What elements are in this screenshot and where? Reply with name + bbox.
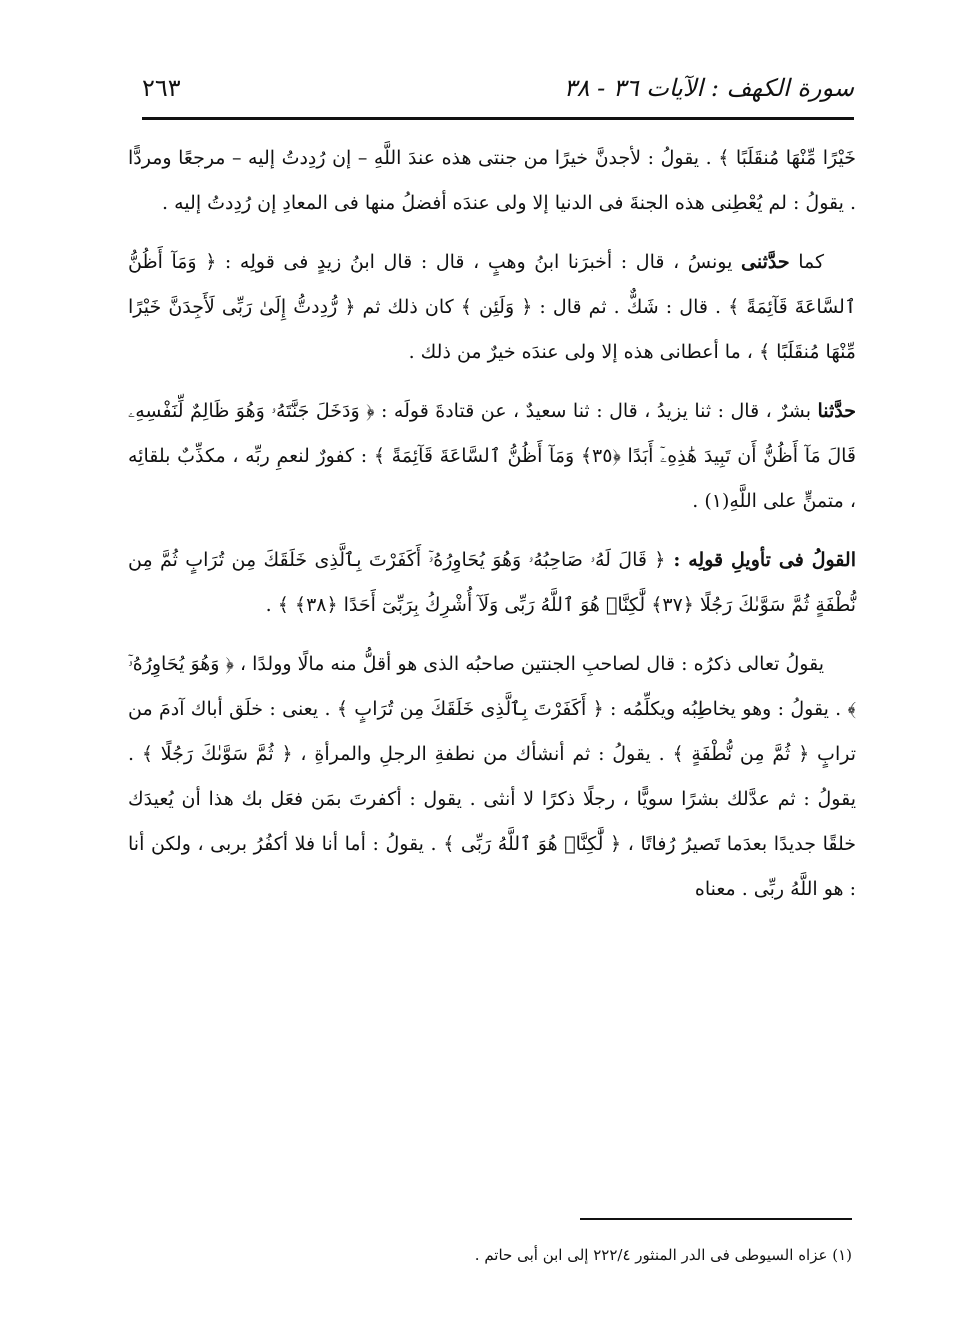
page-number: ٢٦٣ — [142, 74, 181, 102]
text-segment: . يقولُ : وهو يخاطِبُه ويكلِّمُه : — [603, 698, 848, 720]
text-segment: . يقولُ : ثم أنشأك من نطفةِ الرجلِ والمرأةِ ، — [292, 743, 673, 765]
text-segment: . — [265, 594, 278, 616]
text-segment: . قال : شَكٌّ . ثم قال : — [532, 296, 729, 318]
quran-verse: خَيْرًا مِّنْهَا مُنقَلَبًا ﴾ — [718, 147, 856, 169]
paragraph — [128, 240, 856, 375]
footnote-divider — [580, 1218, 852, 1220]
text-segment: : كفورٌ لنعمِ ربِّه ، مكذِّبٌ بلقائِه ، متمنٍّ على اللَّهِ — [128, 445, 856, 512]
paragraph — [128, 389, 856, 524]
text-segment: كما — [789, 251, 825, 273]
page-body — [128, 136, 856, 926]
text-segment: بشرٌ ، قال : ثنا يزيدُ ، قال : ثنا سعيدٌ ، عن قتادةَ قولَه : — [374, 400, 818, 422]
emphasis-text: حدَّثنا — [817, 400, 856, 422]
header-divider — [142, 117, 854, 120]
quran-verse: ﴿ أَكَفَرْتَ بِٱلَّذِى خَلَقَكَ مِن تُرَابٍ ﴾ — [336, 698, 604, 720]
text-segment: يقولُ تعالى ذكرُه : قال لصاحبِ الجنتين صاحبُه الذى هو أقلُّ منه مالًا وولدًا ، — [233, 653, 824, 675]
quran-verse: ﴿ وَلَئِن ﴾ — [460, 296, 533, 318]
text-segment: يونسُ ، قال : أخبرَنا ابنُ وهبٍ ، قال : قال ابنُ زيدٍ فى قولِه : — [216, 251, 742, 273]
text-segment: كان ذلك ثم — [355, 296, 461, 318]
text-segment: . يقولُ : أما أنا فلا أكفُرُ بربى ، ولكن أنا : هو اللَّهُ ربِّى . معناه — [128, 833, 856, 900]
paragraph — [128, 538, 856, 628]
page-header — [142, 68, 854, 108]
paragraph — [128, 136, 856, 226]
paragraph — [128, 642, 856, 912]
text-segment: . يقولُ : لأجدنَّ خيرًا من جنتى هذه عندَ اللَّهِ – إن رُدِدتُ إليه – مرجعًا ومردًّا . يقولُ : لم يُعْطِنى هذه الجنةَ فى الدنيا إلا ولى عندَه أفضلُ منها فى المعادِ إن رُدِدتُ إليه . — [128, 147, 856, 214]
text-segment: . يعنى : خلَق أباك آدمَ من ترابٍ — [128, 698, 856, 765]
page-title: سورة الكهف : الآيات ٣٦ - ٣٨ — [563, 74, 854, 102]
quran-verse: ﴿ ثُمَّ مِن نُّطْفَةٍ ﴾ — [672, 743, 810, 765]
quran-verse: ﴿ رُّدِدتُّ إِلَىٰ رَبِّى لَأَجِدَنَّ خَيْرًا مِّنْهَا مُنقَلَبًا ﴾ — [128, 296, 856, 363]
text-segment: . يقولُ : ثم عدَّلك بشرًا سويًّا ، رجلًا ذكرًا لا أنثى . يقول : أكفرتَ بمَن فعَل بك هذا أن يُعيدَك خلقًا جديدًا بعدَما تَصيرُ رُفاتًا ، — [128, 743, 857, 855]
quran-verse: ﴿ لَّٰكِنَّا۠ هُوَ ٱللَّهُ رَبِّى ﴾ — [443, 833, 622, 855]
text-segment: ، ما أعطانى هذه إلا ولى عندَه خيرٌ من ذلك . — [408, 341, 759, 363]
quran-verse: ﴿ وَمَآ أَظُنُّ ٱلسَّاعَةَ قَآئِمَةً ﴾ — [128, 251, 856, 318]
text-segment: . — [692, 490, 705, 512]
emphasis-text: القولُ فى تأويلِ قولِه : — [665, 549, 856, 571]
quran-verse: ﴿ قَالَ لَهُۥ صَاحِبُهُۥ وَهُوَ يُحَاوِرُهُۥٓ أَكَفَرْتَ بِٱلَّذِى خَلَقَكَ مِن تُرَابٍ ثُمَّ مِن نُّطْفَةٍ ثُمَّ سَوَّىٰكَ رَجُلًا ﴿٣٧﴾ لَّٰكِنَّا۠ هُوَ ٱللَّهُ رَبِّى وَلَآ أُشْرِكُ بِرَبِّىٓ أَحَدًا ﴿٣٨﴾ ﴾ — [128, 549, 856, 616]
footnote: (١) عزاه السيوطى فى الدر المنثور ٢٢٢/٤ إلى ابن أبى حاتم . — [474, 1246, 852, 1264]
quran-verse: ﴿ وَدَخَلَ جَنَّتَهُۥ وَهُوَ ظَالِمٌ لِّنَفْسِهِۦ قَالَ مَآ أَظُنُّ أَن تَبِيدَ هَٰذِهِۦٓ أَبَدًا ﴿٣٥﴾ وَمَآ أَظُنُّ ٱلسَّاعَةَ قَآئِمَةً ﴾ — [128, 400, 857, 467]
quran-verse: ﴿ ثُمَّ سَوَّىٰكَ رَجُلًا ﴾ — [141, 743, 293, 765]
text-segment: (١) — [704, 490, 730, 512]
quran-verse: ﴿ وَهُوَ يُحَاوِرُهُۥٓ ﴾ — [128, 653, 856, 720]
emphasis-text: حدَّثنى — [741, 251, 790, 273]
